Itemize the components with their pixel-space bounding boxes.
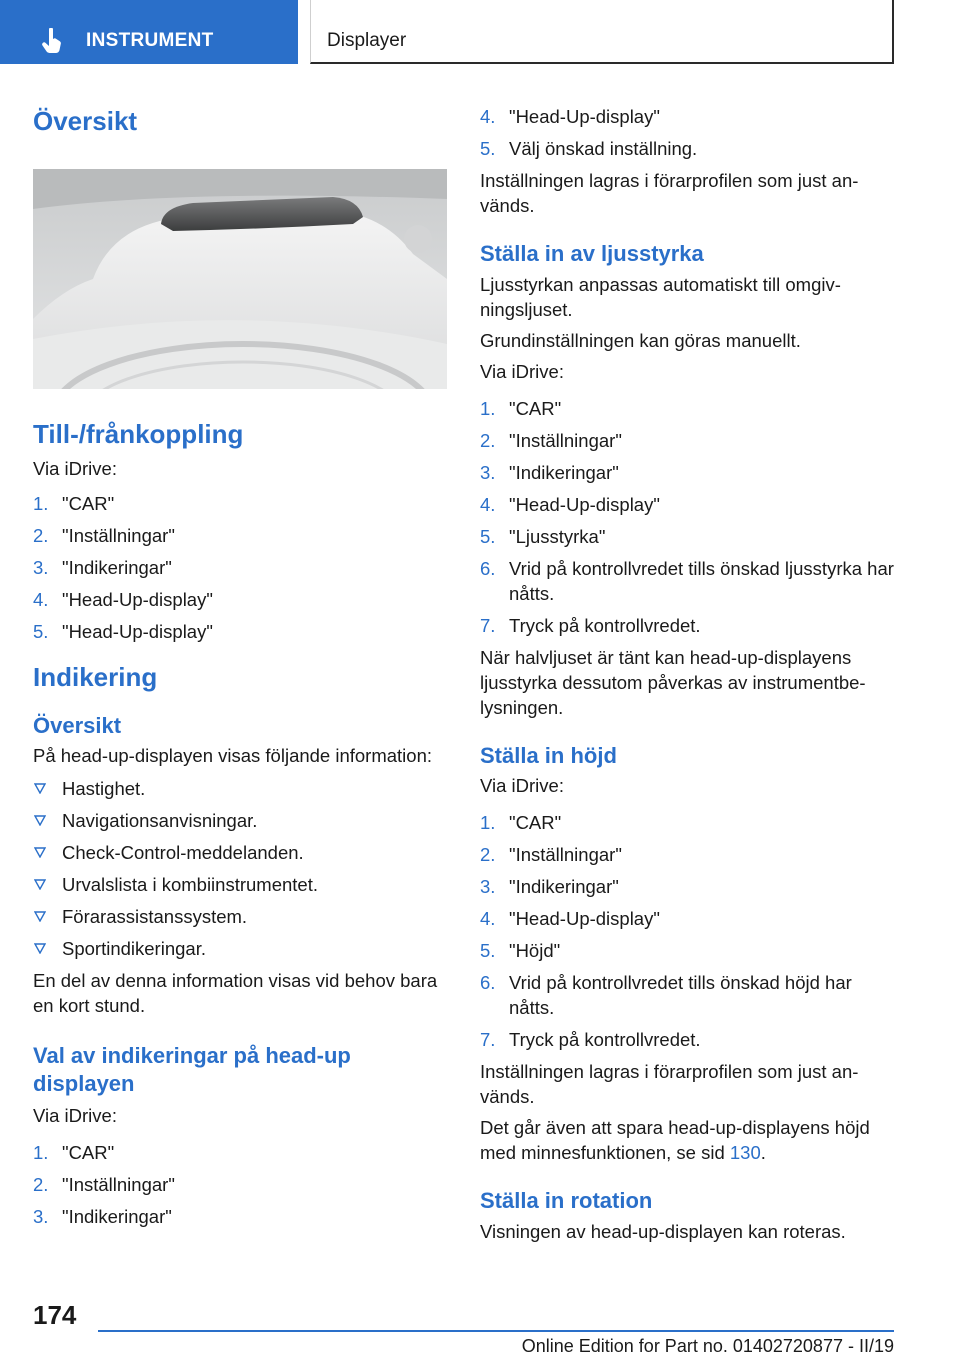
list-item: Urvalslista i kombiinstrumentet.	[33, 872, 447, 897]
brightness-heading: Ställa in av ljusstyrka	[480, 241, 704, 266]
height-memory-note: Det går även att spara head-up-displayens höjd med minnesfunktionen, se sid 130.	[480, 1117, 870, 1163]
onoff-via: Via iDrive:	[33, 458, 117, 480]
select-heading: Val av indikeringar på head-up displayen	[33, 1043, 351, 1096]
indication-note: En del av denna information visas vid behov bara en kort stund.	[33, 970, 438, 1017]
select-steps	[33, 1140, 447, 1229]
list-item: 2. "Inställningar"	[33, 1174, 175, 1196]
section-label: INSTRUMENT	[86, 30, 214, 51]
list-item: Check-Control-meddelanden.	[33, 840, 447, 865]
list-item: 2. "Inställningar"	[480, 844, 622, 865]
indication-heading: Indikering	[33, 662, 158, 693]
onoff-steps	[33, 491, 447, 644]
indication-overview-heading: Översikt	[33, 712, 122, 738]
triangle-bullet-icon	[34, 846, 46, 858]
list-item: 5. "Head-Up-display"	[33, 621, 213, 643]
triangle-bullet-icon	[34, 782, 46, 794]
list-item: 3. "Indikeringar"	[480, 461, 619, 483]
indication-intro: På head-up-displayen visas följande information:	[33, 745, 433, 767]
right-column	[480, 104, 894, 1244]
list-item: 5. "Höjd"	[480, 940, 561, 961]
height-via: Via iDrive:	[480, 775, 564, 796]
brightness-via: Via iDrive:	[480, 360, 564, 382]
select-steps-continued	[480, 104, 894, 161]
left-column	[33, 96, 447, 1236]
list-item: 7. Tryck på kontrollvredet.	[480, 614, 701, 636]
page-link[interactable]: 130	[729, 1142, 761, 1163]
list-item: 4. "Head-Up-display"	[480, 106, 660, 127]
list-item: 3. "Indikeringar"	[480, 876, 619, 897]
brightness-auto: Ljusstyrkan anpassas automatiskt till omgivningsljuset.	[480, 273, 841, 320]
list-item: 5. Välj önskad inställning.	[480, 138, 698, 159]
list-item: 3. "Indikeringar"	[33, 557, 172, 579]
list-item: 1. "CAR"	[480, 397, 562, 419]
rotation-heading: Ställa in rotation	[480, 1188, 653, 1213]
chapter-label: Displayer	[327, 30, 407, 51]
list-item: 6. Vrid på kontrollvredet tills önskad höjd har nåtts.	[480, 972, 852, 1018]
select-saved-note: Inställningen lagras i förarprofilen som just används.	[480, 170, 859, 216]
triangle-bullet-icon	[34, 910, 46, 922]
list-item: 1. "CAR"	[480, 812, 562, 833]
height-heading: Ställa in höjd	[480, 742, 617, 768]
triangle-bullet-icon	[34, 942, 46, 954]
edition-text: Online Edition for Part no. 01402720877 - II/19	[521, 1336, 894, 1356]
list-item: 5. "Ljusstyrka"	[480, 525, 606, 547]
list-item: 3. "Indikeringar"	[33, 1206, 172, 1228]
triangle-bullet-icon	[34, 878, 46, 890]
overview-heading: Översikt	[33, 106, 138, 136]
list-item: 1. "CAR"	[33, 493, 115, 515]
list-item: 2. "Inställningar"	[33, 525, 175, 547]
head-up-display-photo	[33, 169, 447, 389]
onoff-heading: Till-/frånkoppling	[33, 419, 244, 450]
brightness-note: När halvljuset är tänt kan head-up-displayens ljusstyrka dessutom påverkas av instrumentbelysningen.	[480, 646, 866, 718]
list-item: 7. Tryck på kontrollvredet.	[480, 1029, 701, 1050]
height-steps	[480, 810, 894, 1052]
list-item: 1. "CAR"	[33, 1142, 115, 1164]
list-item: Hastighet.	[33, 776, 447, 801]
section-tab	[0, 0, 298, 64]
page-number: 174	[33, 1300, 77, 1330]
pointing-hand-icon	[40, 28, 64, 54]
triangle-bullet-icon	[34, 814, 46, 826]
list-item: Sportindikeringar.	[33, 936, 447, 961]
list-item: 4. "Head-Up-display"	[480, 908, 660, 929]
select-via: Via iDrive:	[33, 1105, 117, 1127]
indication-bullets	[33, 776, 447, 961]
rotation-text: Visningen av head-up-displayen kan roteras.	[480, 1220, 846, 1242]
list-item: Navigationsanvisningar.	[33, 808, 447, 833]
footer-divider	[98, 1330, 894, 1332]
height-saved-note: Inställningen lagras i förarprofilen som just används.	[480, 1061, 859, 1107]
list-item: 6. Vrid på kontrollvredet tills önskad ljusstyrka har nåtts.	[480, 557, 894, 604]
chapter-header	[310, 0, 894, 64]
brightness-manual: Grundinställningen kan göras manuellt.	[480, 329, 801, 351]
list-item: 4. "Head-Up-display"	[33, 589, 213, 611]
list-item: 2. "Inställningar"	[480, 429, 622, 451]
list-item: Förarassistanssystem.	[33, 904, 447, 929]
brightness-steps	[480, 396, 894, 638]
list-item: 4. "Head-Up-display"	[480, 493, 660, 515]
